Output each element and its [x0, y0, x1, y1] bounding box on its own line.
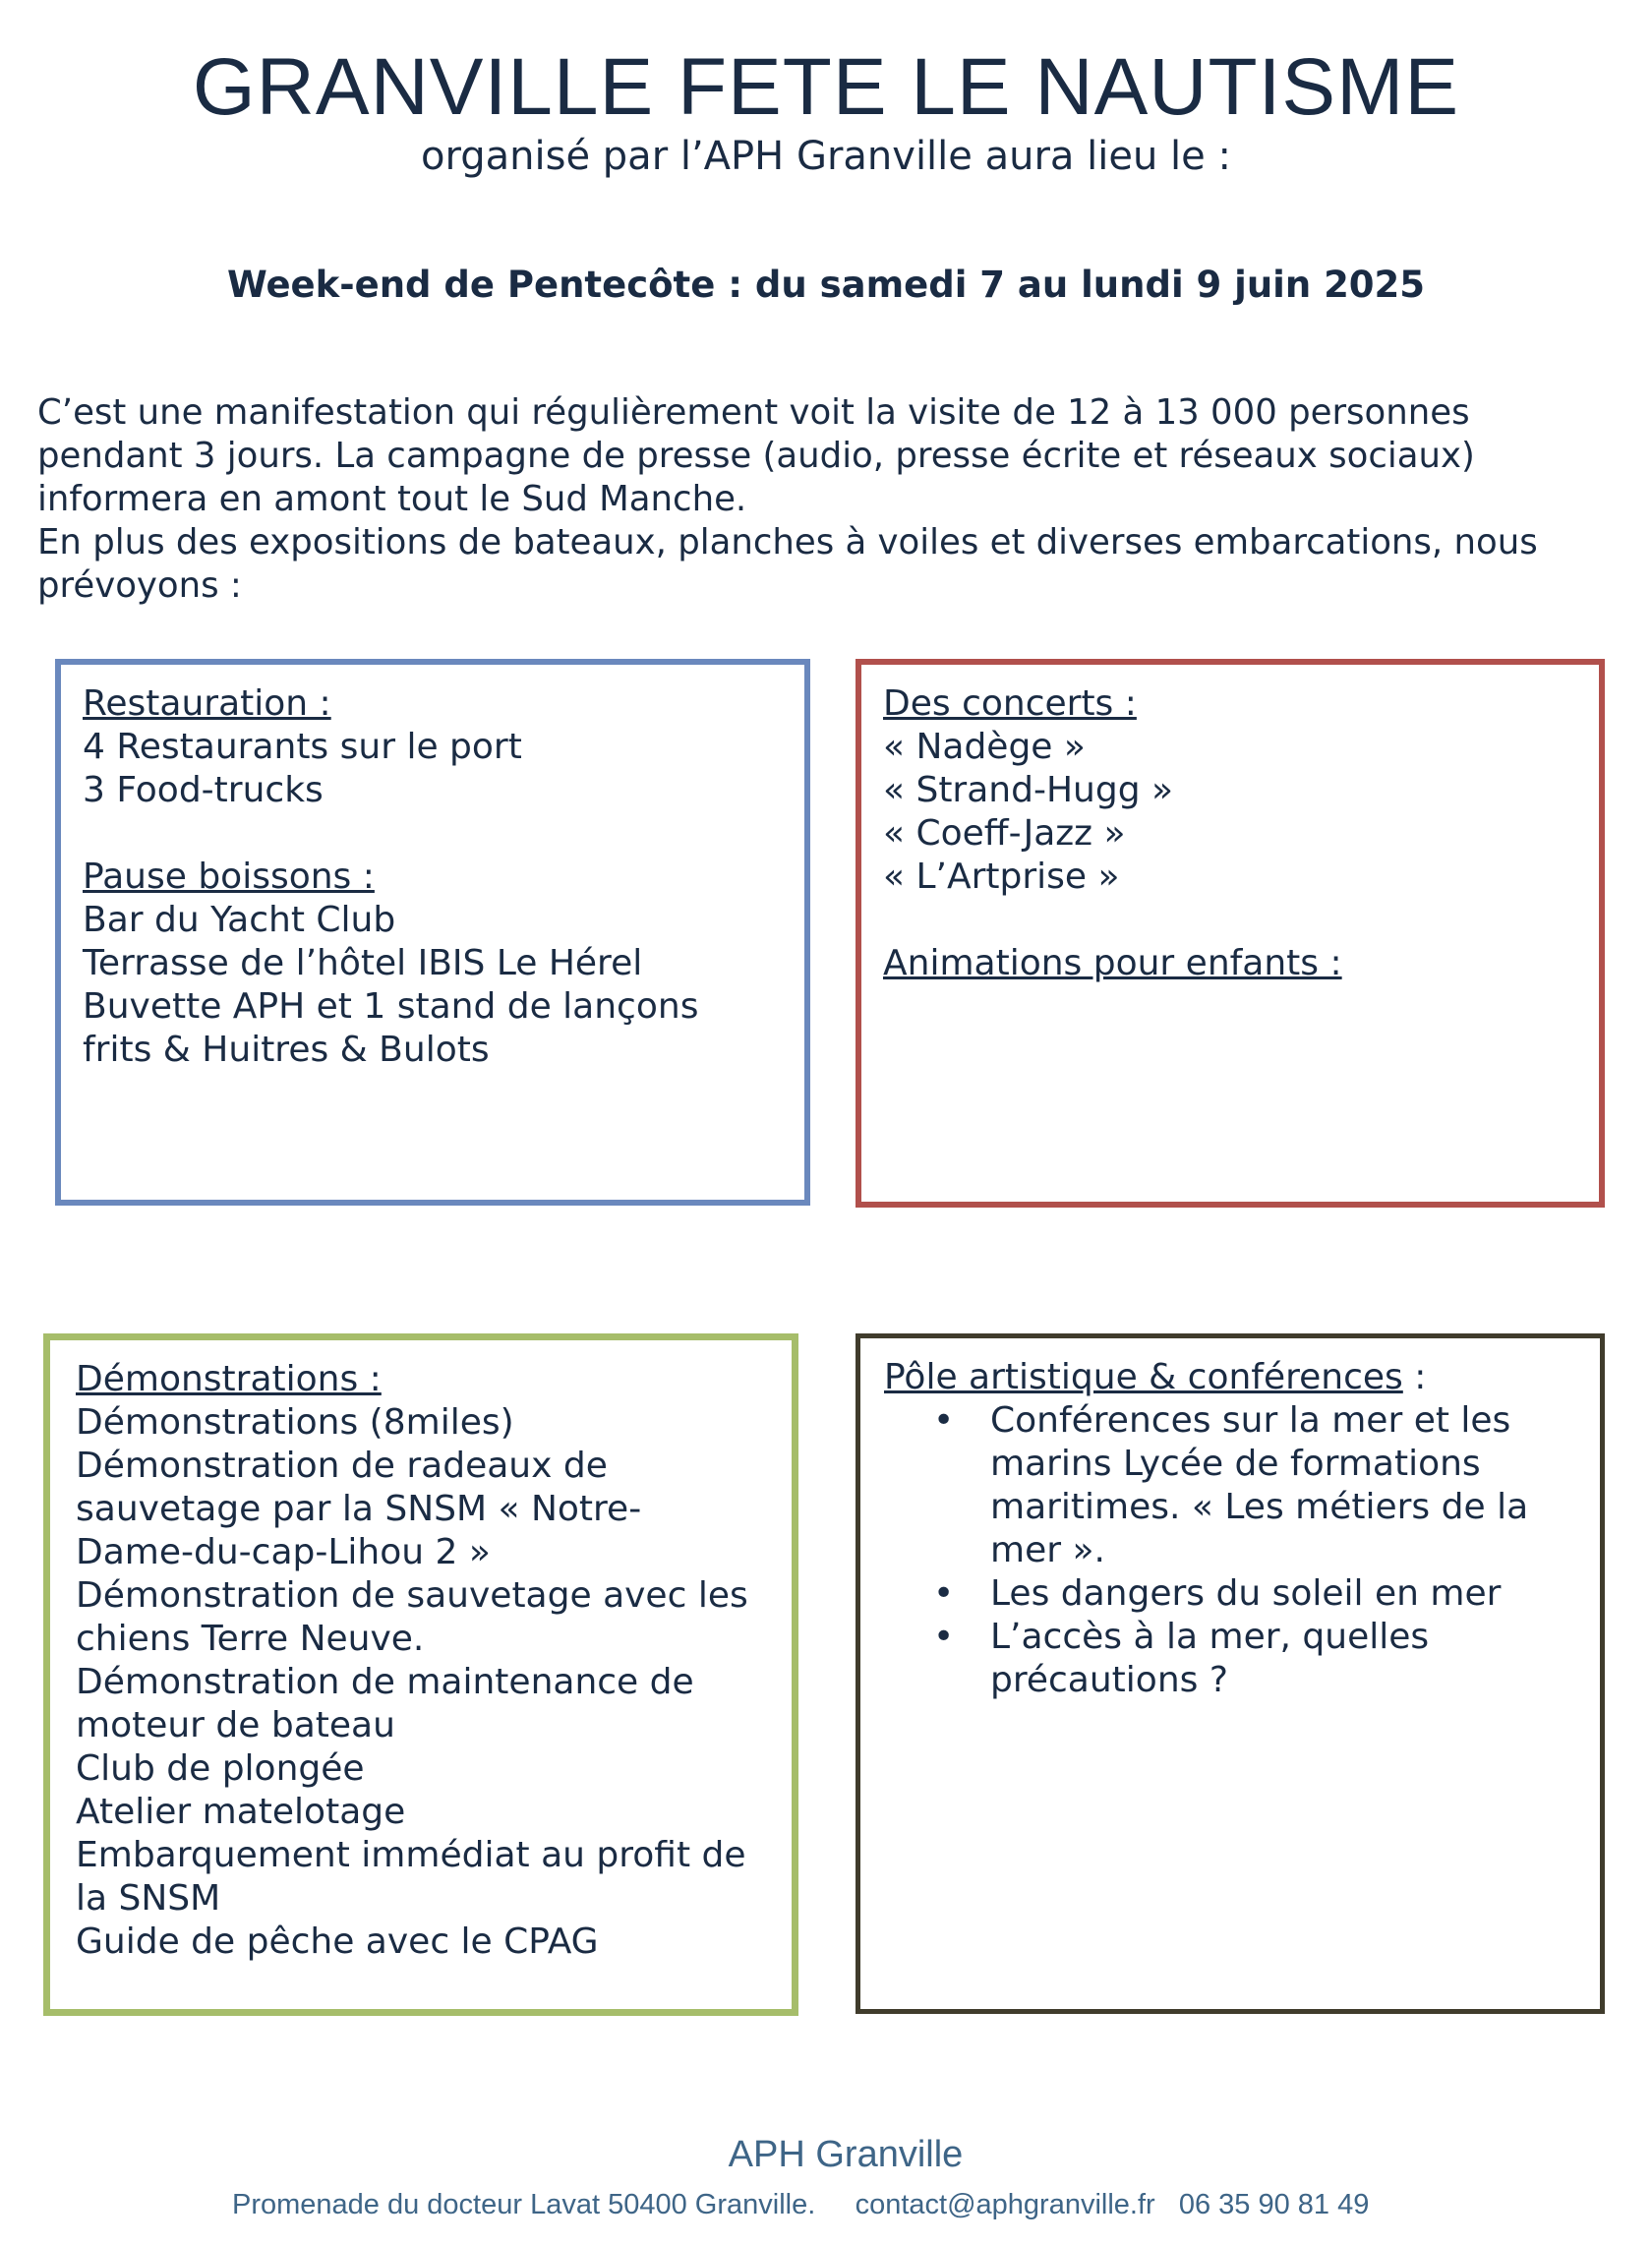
list-item: Atelier matelotage [76, 1792, 406, 1832]
list-item: moteur de bateau [76, 1705, 395, 1745]
footer-organization: APH Granville [728, 2134, 964, 2175]
list-item: « L’Artprise » [883, 857, 1120, 897]
footer-phone: 06 35 90 81 49 [1178, 2189, 1370, 2220]
list-item: chiens Terre Neuve. [76, 1619, 425, 1659]
list-item: 4 Restaurants sur le port [83, 727, 522, 767]
bullet-line: Conférences sur la mer et les [990, 1400, 1511, 1441]
bullet-line: Les dangers du soleil en mer [990, 1573, 1502, 1614]
list-item: sauvetage par la SNSM « Notre- [76, 1489, 642, 1529]
list-item [884, 1572, 1600, 1616]
list-item: « Coeff-Jazz » [883, 813, 1126, 854]
bullet-icon: • [933, 1400, 955, 1441]
concerts-box [856, 659, 1605, 1208]
conference-list [884, 1399, 1600, 1702]
list-item: « Nadège » [883, 727, 1086, 767]
footer-address: Promenade du docteur Lavat 50400 Granville. [232, 2189, 816, 2220]
page-title: GRANVILLE FETE LE NAUTISME [192, 42, 1460, 132]
list-item: Club de plongée [76, 1748, 365, 1789]
animations-heading: Animations pour enfants : [883, 943, 1342, 983]
list-item: Buvette APH et 1 stand de lançons [83, 986, 699, 1027]
restauration-box [55, 659, 810, 1206]
page-subtitle: organisé par l’APH Granville aura lieu le : [421, 134, 1231, 179]
list-item: 3 Food-trucks [83, 770, 324, 810]
footer-contact [232, 2189, 1369, 2221]
list-item: Démonstration de maintenance de [76, 1662, 694, 1702]
list-item: « Strand-Hugg » [883, 770, 1174, 810]
event-dates: Week-end de Pentecôte : du samedi 7 au lundi 9 juin 2025 [226, 264, 1426, 306]
demonstrations-box [43, 1333, 798, 2016]
list-item: Démonstrations (8miles) [76, 1402, 514, 1443]
intro-text [37, 391, 1621, 608]
list-item: Bar du Yacht Club [83, 900, 396, 940]
bullet-icon: • [933, 1617, 955, 1657]
pole-heading-suffix: : [1402, 1357, 1427, 1397]
bullet-line: maritimes. « Les métiers de la [990, 1487, 1529, 1527]
bullet-line: marins Lycée de formations [990, 1444, 1481, 1484]
list-item: Démonstration de radeaux de [76, 1446, 608, 1486]
list-item: Dame-du-cap-Lihou 2 » [76, 1532, 491, 1572]
demonstrations-heading: Démonstrations : [76, 1359, 382, 1399]
pole-artistique-box [856, 1333, 1605, 2014]
intro-line: En plus des expositions de bateaux, planches à voiles et diverses embarcations, nous [37, 522, 1538, 562]
intro-line: C’est une manifestation qui régulièrement voit la visite de 12 à 13 000 personnes [37, 392, 1470, 433]
footer-email[interactable]: contact@aphgranville.fr [855, 2189, 1155, 2220]
bullet-line: L’accès à la mer, quelles [990, 1617, 1430, 1657]
bullet-icon: • [933, 1573, 955, 1614]
list-item: la SNSM [76, 1878, 221, 1919]
list-item: frits & Huitres & Bulots [83, 1030, 490, 1070]
list-item: Démonstration de sauvetage avec les [76, 1575, 748, 1616]
bullet-line: mer ». [990, 1530, 1105, 1570]
intro-line: prévoyons : [37, 565, 242, 606]
bullet-line: précautions ? [990, 1660, 1228, 1700]
list-item [884, 1399, 1600, 1572]
list-item: Embarquement immédiat au profit de [76, 1835, 746, 1875]
restauration-heading: Restauration : [83, 683, 331, 724]
list-item [884, 1616, 1600, 1702]
list-item: Guide de pêche avec le CPAG [76, 1921, 599, 1962]
pause-boissons-heading: Pause boissons : [83, 857, 375, 897]
concerts-heading: Des concerts : [883, 683, 1137, 724]
intro-line: pendant 3 jours. La campagne de presse (audio, presse écrite et réseaux sociaux) [37, 436, 1475, 476]
intro-line: informera en amont tout le Sud Manche. [37, 479, 747, 519]
pole-heading: Pôle artistique & conférences [884, 1357, 1403, 1397]
list-item: Terrasse de l’hôtel IBIS Le Hérel [83, 943, 643, 983]
